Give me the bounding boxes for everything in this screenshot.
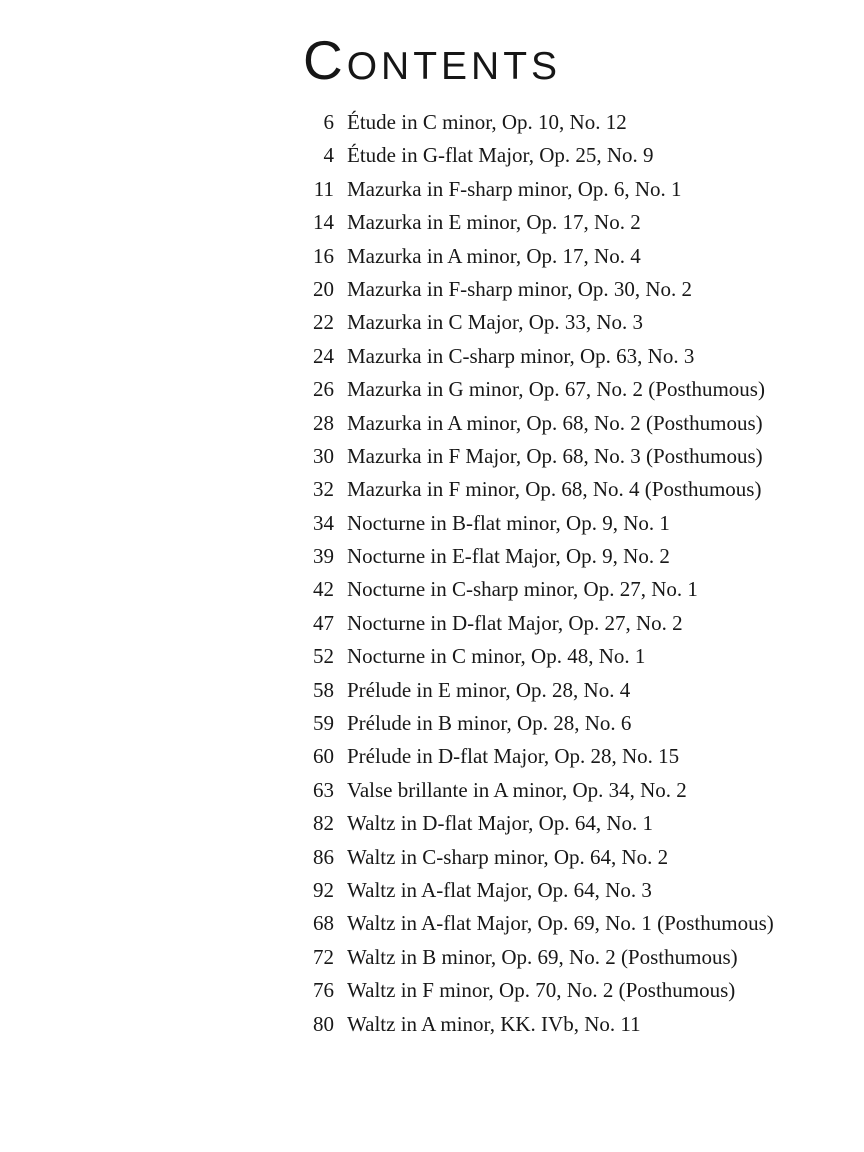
toc-entry-title: Prélude in B minor, Op. 28, No. 6 <box>347 711 632 736</box>
toc-entry <box>0 507 864 540</box>
toc-entry-title: Waltz in C-sharp minor, Op. 64, No. 2 <box>347 844 669 869</box>
toc-entry-title: Prélude in E minor, Op. 28, No. 4 <box>347 677 631 702</box>
toc-page-number: 58 <box>313 677 334 702</box>
toc-entry-title: Waltz in A-flat Major, Op. 64, No. 3 <box>347 877 652 902</box>
toc-entry <box>0 106 864 139</box>
toc-entry <box>0 540 864 573</box>
toc-entry <box>0 874 864 907</box>
toc-page-number: 14 <box>313 210 334 235</box>
toc-entry <box>0 240 864 273</box>
toc-entry-title: Étude in G-flat Major, Op. 25, No. 9 <box>347 143 654 168</box>
toc-page-number: 52 <box>313 644 334 669</box>
toc-page-number: 59 <box>313 711 334 736</box>
toc-entry-title: Waltz in D-flat Major, Op. 64, No. 1 <box>347 811 653 836</box>
toc-page-number: 82 <box>313 811 334 836</box>
toc-entry <box>0 740 864 773</box>
toc-page-number: 20 <box>313 276 334 301</box>
toc-entry-title: Mazurka in F-sharp minor, Op. 6, No. 1 <box>347 176 682 201</box>
toc-entry-title: Mazurka in C Major, Op. 33, No. 3 <box>347 310 644 335</box>
toc-entry-title: Waltz in F minor, Op. 70, No. 2 (Posthumous) <box>347 978 736 1003</box>
toc-entry <box>0 407 864 440</box>
toc-entry-title: Mazurka in F-sharp minor, Op. 30, No. 2 <box>347 276 693 301</box>
toc-entry-title: Valse brillante in A minor, Op. 34, No. 2 <box>347 777 687 802</box>
toc-page-number: 16 <box>313 243 334 268</box>
toc-page-number: 72 <box>313 944 334 969</box>
toc-entry-title: Waltz in A-flat Major, Op. 69, No. 1 (Posthumous) <box>347 911 774 936</box>
toc-entry <box>0 607 864 640</box>
toc-entry-title: Waltz in A minor, KK. IVb, No. 11 <box>347 1011 641 1036</box>
toc-entry <box>0 273 864 306</box>
toc-entry <box>0 907 864 940</box>
toc-entry <box>0 841 864 874</box>
toc-entry <box>0 173 864 206</box>
toc-page-number: 34 <box>313 510 334 535</box>
toc-page-number: 26 <box>313 377 334 402</box>
toc-entry <box>0 674 864 707</box>
toc-entry <box>0 774 864 807</box>
toc-entry-title: Mazurka in A minor, Op. 68, No. 2 (Posthumous) <box>347 410 763 435</box>
toc-entry <box>0 139 864 172</box>
toc-entry-title: Nocturne in B-flat minor, Op. 9, No. 1 <box>347 510 670 535</box>
toc-entry <box>0 440 864 473</box>
toc-entry-title: Mazurka in G minor, Op. 67, No. 2 (Posthumous) <box>347 377 765 402</box>
toc-entry-title: Nocturne in E-flat Major, Op. 9, No. 2 <box>347 544 670 569</box>
toc-entry <box>0 941 864 974</box>
toc-page-number: 63 <box>313 777 334 802</box>
toc-entry-title: Mazurka in F Major, Op. 68, No. 3 (Posthumous) <box>347 443 763 468</box>
toc-page-number: 32 <box>313 477 334 502</box>
toc-page-number: 6 <box>323 110 334 134</box>
toc-entry-title: Étude in C minor, Op. 10, No. 12 <box>347 110 627 134</box>
toc-entry <box>0 473 864 506</box>
toc-entry <box>0 1008 864 1041</box>
toc-page-number: 92 <box>313 877 334 902</box>
toc-entry-title: Nocturne in D-flat Major, Op. 27, No. 2 <box>347 610 683 635</box>
page-title-initial: C <box>302 29 347 91</box>
toc-page-number: 28 <box>313 410 334 435</box>
toc-page-number: 68 <box>313 911 334 936</box>
toc-entry-title: Mazurka in E minor, Op. 17, No. 2 <box>347 210 641 235</box>
toc-page-number: 42 <box>313 577 334 602</box>
toc-entry <box>0 807 864 840</box>
toc-entry-title: Mazurka in C-sharp minor, Op. 63, No. 3 <box>347 343 695 368</box>
toc-entry-title: Nocturne in C-sharp minor, Op. 27, No. 1 <box>347 577 698 602</box>
toc-entry <box>0 573 864 606</box>
toc-page-number: 4 <box>323 143 334 168</box>
toc-page-number: 76 <box>313 978 334 1003</box>
toc-page-number: 24 <box>313 343 334 368</box>
toc-page-number: 60 <box>313 744 334 769</box>
toc-entry-title: Mazurka in F minor, Op. 68, No. 4 (Posthumous) <box>347 477 762 502</box>
toc-page-number: 39 <box>313 544 334 569</box>
toc-entry-title: Mazurka in A minor, Op. 17, No. 4 <box>347 243 641 268</box>
toc-entry-title: Waltz in B minor, Op. 69, No. 2 (Posthumous) <box>347 944 738 969</box>
page-title <box>0 0 864 91</box>
toc-entry <box>0 707 864 740</box>
toc-page-number: 22 <box>313 310 334 335</box>
toc-page-number: 30 <box>313 443 334 468</box>
toc-page-number: 47 <box>313 610 334 635</box>
toc-list <box>0 106 864 1041</box>
toc-entry <box>0 640 864 673</box>
toc-page-number: 80 <box>313 1011 334 1036</box>
toc-entry <box>0 206 864 239</box>
toc-entry-title: Nocturne in C minor, Op. 48, No. 1 <box>347 644 646 669</box>
page-title-rest: ONTENTS <box>346 45 562 88</box>
toc-entry-title: Prélude in D-flat Major, Op. 28, No. 15 <box>347 744 680 769</box>
toc-entry <box>0 974 864 1007</box>
toc-entry <box>0 373 864 406</box>
toc-entry <box>0 340 864 373</box>
toc-page-number: 86 <box>313 844 334 869</box>
toc-page-number: 11 <box>313 176 334 201</box>
toc-entry <box>0 306 864 339</box>
